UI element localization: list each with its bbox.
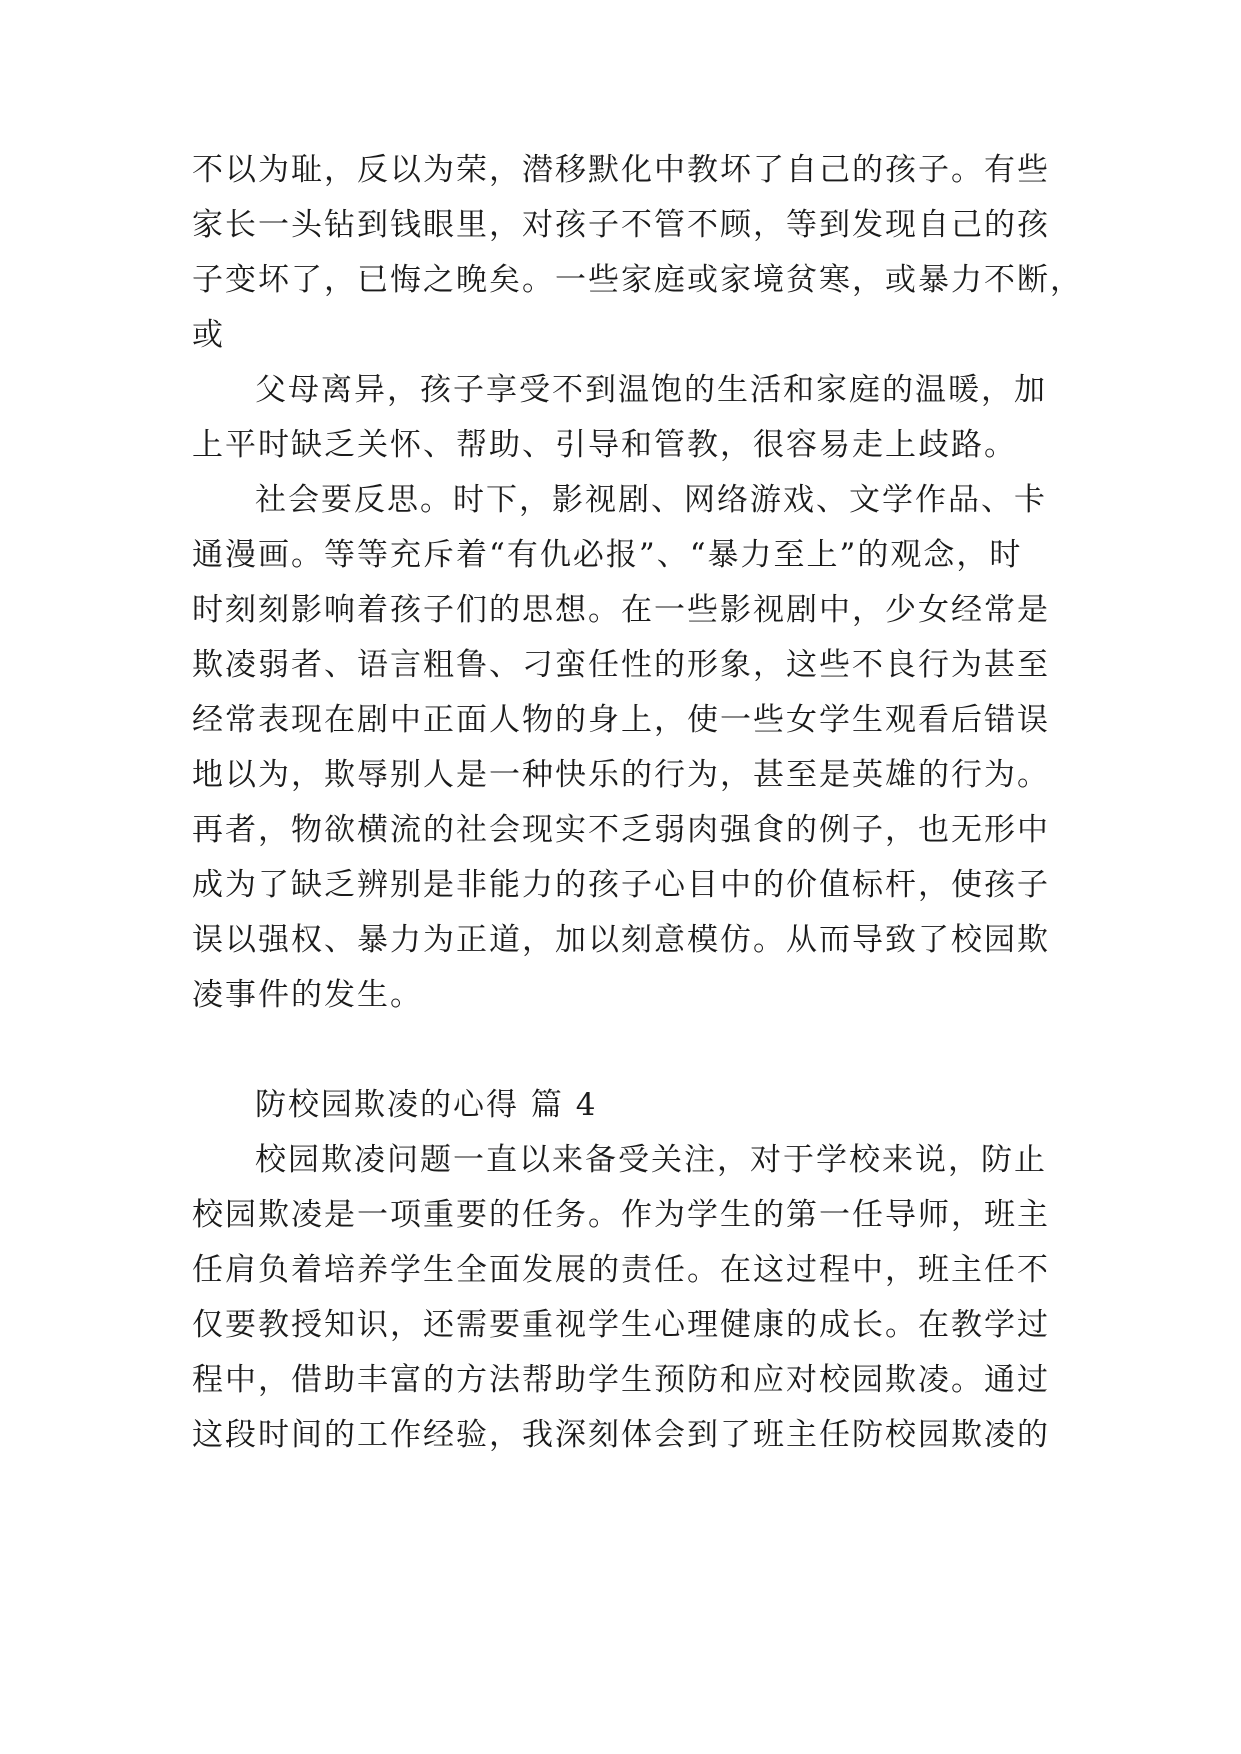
text-line: 再者，物欲横流的社会现实不乏弱肉强食的例子，也无形中	[192, 812, 1050, 848]
text-line: 成为了缺乏辨别是非能力的孩子心目中的价值标杆，使孩子	[192, 867, 1050, 903]
text-line: 程中，借助丰富的方法帮助学生预防和应对校园欺凌。通过	[192, 1362, 1050, 1398]
text-line: 上平时缺乏关怀、帮助、引导和管教，很容易走上歧路。	[192, 427, 1017, 463]
text-line: 时刻刻影响着孩子们的思想。在一些影视剧中，少女经常是	[192, 592, 1050, 628]
text-line: 或	[192, 317, 225, 353]
text-line: 这段时间的工作经验，我深刻体会到了班主任防校园欺凌的	[192, 1417, 1050, 1453]
text-line: 地以为，欺辱别人是一种快乐的行为，甚至是英雄的行为。	[192, 757, 1050, 793]
text-line: 欺凌弱者、语言粗鲁、刁蛮任性的形象，这些不良行为甚至	[192, 647, 1050, 683]
text-line: 社会要反思。时下，影视剧、网络游戏、文学作品、卡	[255, 482, 1047, 518]
text-line: 误以强权、暴力为正道，加以刻意模仿。从而导致了校园欺	[192, 922, 1050, 958]
text-line: 校园欺凌问题一直以来备受关注，对于学校来说，防止	[255, 1142, 1047, 1178]
text-line: 经常表现在剧中正面人物的身上，使一些女学生观看后错误	[192, 702, 1050, 738]
text-line: 任肩负着培养学生全面发展的责任。在这过程中，班主任不	[192, 1252, 1050, 1288]
text-line: 父母离异，孩子享受不到温饱的生活和家庭的温暖，加	[255, 372, 1047, 408]
section-heading: 防校园欺凌的心得 篇 4	[255, 1087, 598, 1123]
text-line: 通漫画。等等充斥着“有仇必报”、“暴力至上”的观念，时	[192, 537, 1023, 573]
text-line: 凌事件的发生。	[192, 977, 423, 1013]
text-line: 校园欺凌是一项重要的任务。作为学生的第一任导师，班主	[192, 1197, 1050, 1233]
text-line: 不以为耻，反以为荣，潜移默化中教坏了自己的孩子。有些	[192, 152, 1050, 188]
text-line: 仅要教授知识，还需要重视学生心理健康的成长。在教学过	[192, 1307, 1050, 1343]
text-line: 家长一头钻到钱眼里，对孩子不管不顾，等到发现自己的孩	[192, 207, 1050, 243]
text-line: 子变坏了，已悔之晚矣。一些家庭或家境贫寒，或暴力不断，	[192, 262, 1083, 298]
